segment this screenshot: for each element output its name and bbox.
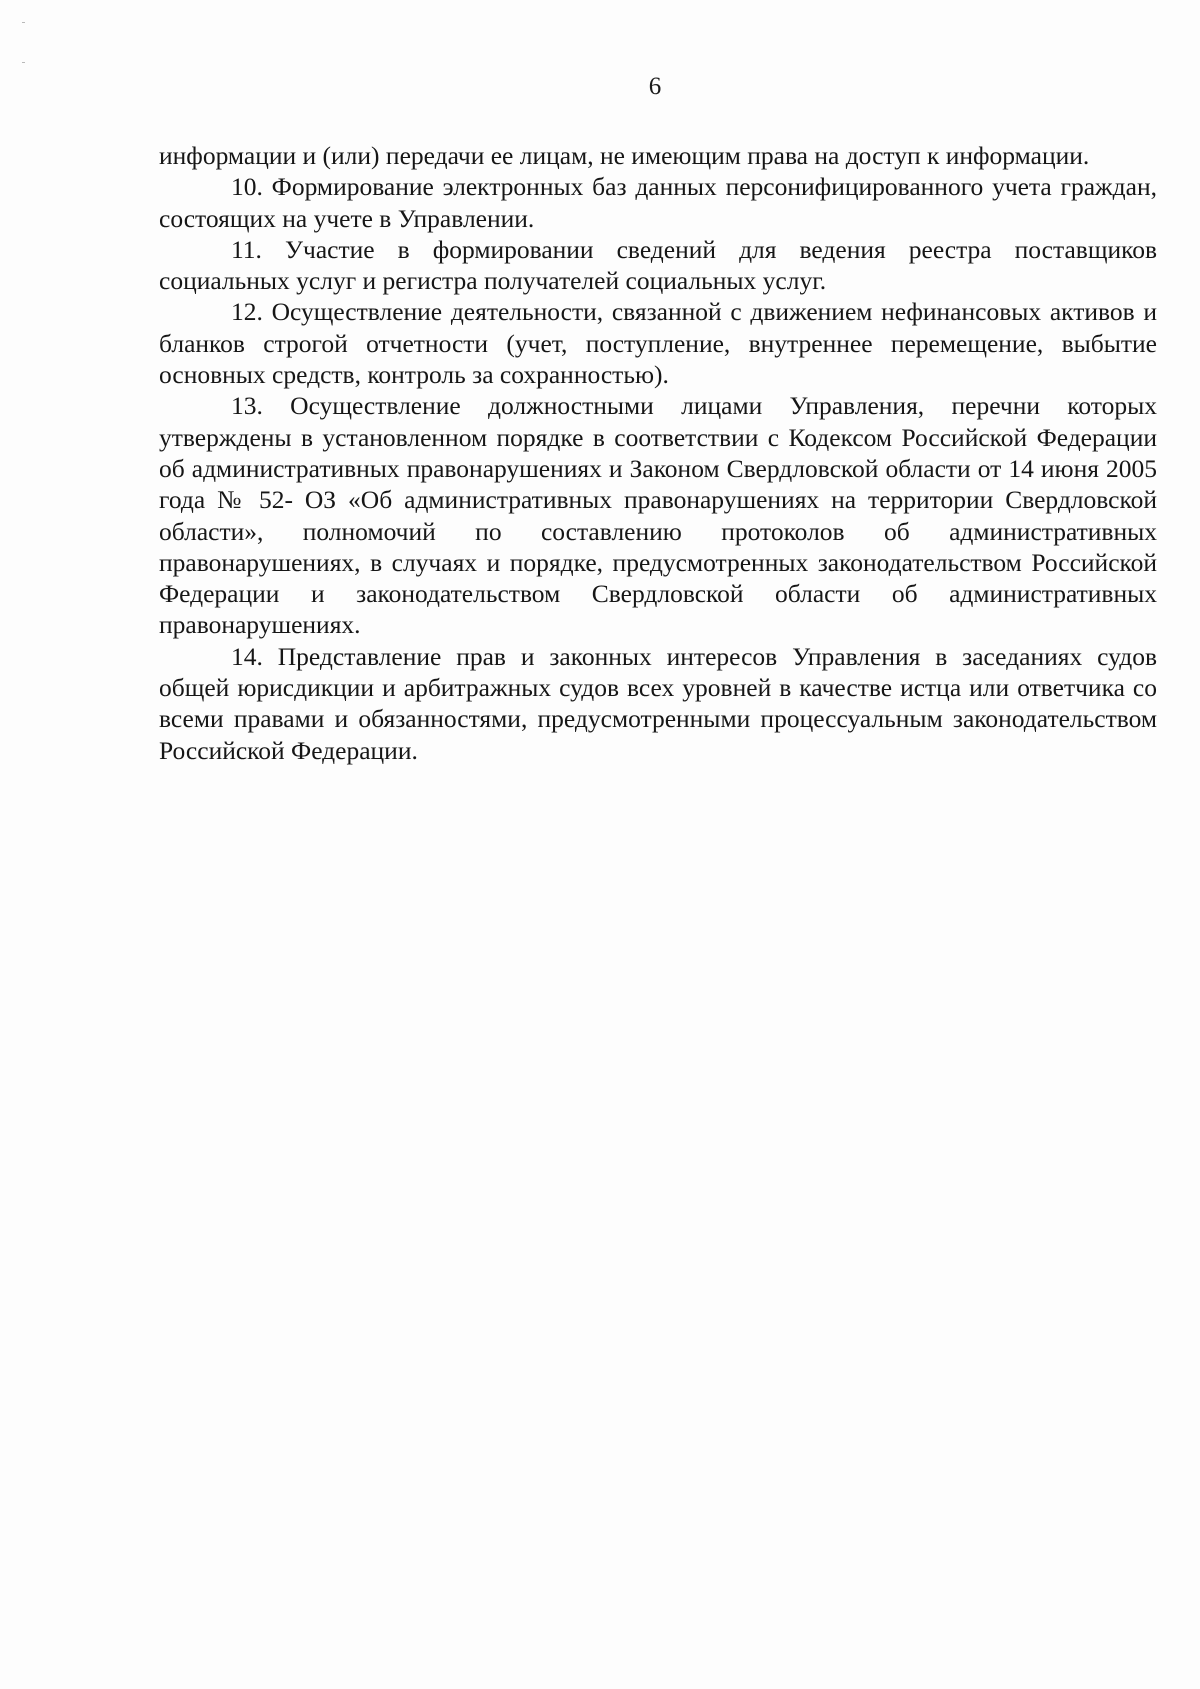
scan-artifact-mark (22, 22, 25, 23)
document-body (159, 140, 1157, 766)
paragraph-item-10: 10. Формирование электронных баз данных персонифицированного учета граждан, состоящих на учете в Управлении. (159, 172, 1157, 233)
scan-artifact-mark (22, 62, 25, 63)
paragraph-continuation: информации и (или) передачи ее лицам, не имеющим права на доступ к информации. (159, 141, 1090, 170)
page-number: 6 (648, 73, 662, 100)
paragraph-item-12: 12. Осуществление деятельности, связанной с движением нефинансовых активов и бланков строгой отчетности (учет, поступление, внутреннее перемещение, выбытие основных средств, контроль за сохранностью). (159, 297, 1157, 390)
paragraph-item-11: 11. Участие в формировании сведений для ведения реестра поставщиков социальных услуг и регистра получателей социальных услуг. (159, 234, 1157, 296)
paragraph-item-13: 13. Осуществление должностными лицами Управления, перечни которых утверждены в установленном порядке в соответствии с Кодексом Российской Федерации об административных правонарушениях и Законом Свердловской области от 14 июня 2005 года № 52- ОЗ «Об административных правонарушениях на территории Свердловской области», полномочий по составлению протоколов об административных правонарушениях, в случаях и порядке, предусмотренных законодательством Российской Федерации и законодательством Свердловской области об административных правонарушениях. (159, 391, 1157, 640)
paragraph-item-14: 14. Представление прав и законных интересов Управления в заседаниях судов общей юрисдикции и арбитражных судов всех уровней в качестве истца или ответчика со всеми правами и обязанностями, предусмотренными процессуальным законодательством Российской Федерации. (159, 641, 1157, 765)
